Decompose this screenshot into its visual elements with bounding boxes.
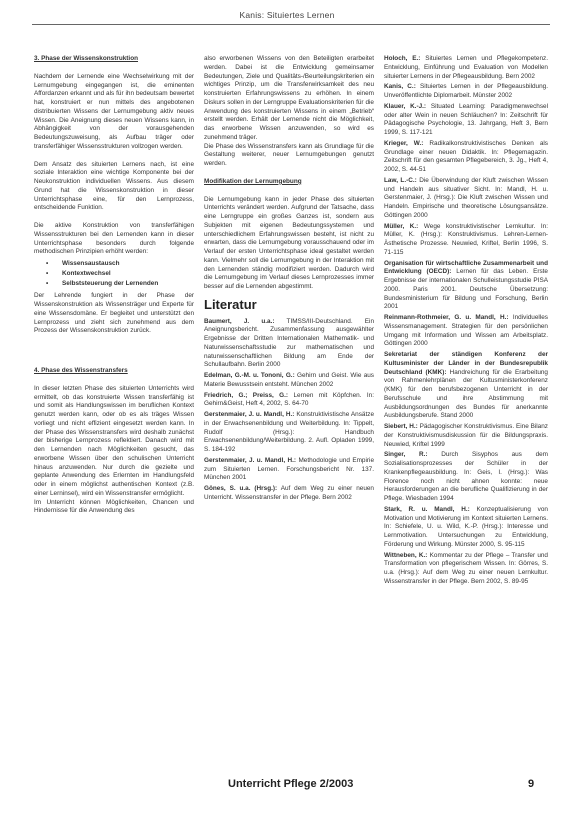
principles-list <box>34 260 194 288</box>
paragraph: Die Lernumgebung kann in jeder Phase des situierten Unterrichts verändert werden. Aufgrund der Tatsache, dass eine Lerngruppe ein großes Ganzes ist, sondern aus Subjekten mit eigenen Bedeutungssystemen und unterschiedlichem Erfahrungswissen besteht, ist nicht zu erwarten, dass die Lernumgebung vorausschauend oder im Verlauf der ersten Unterrichtsphase ideal gestaltet werden kann. Vielmehr soll die Lernumgebung in der Interaktion mit den Lernenden ständig modifiziert werden. Dadurch wird die Lernumgebung im Verlauf dieses Lernprozesses immer besser auf die Lernenden abgestimmt. <box>204 195 374 290</box>
paragraph: Die aktive Konstruktion von transferfähigen Wissensstrukturen bei den Lernenden kann in dieser Unterrichtsphase besonders durch folgende methodischen Prinzipien erhöht werden: <box>34 222 194 256</box>
list-item: • Selbststeuerung der Lernenden <box>34 280 194 289</box>
reference-entry: Gerstenmaier, J. u. Mandl, H.: Methodologie und Empirie zum Situierten Lernen. Forschungsbericht Nr. 137. München 2001 <box>204 456 375 482</box>
reference-entry: Wittneben, K.: Kommentar zu der Pflege – Transfer und Transformation von pflegerischem Wissen. In: Görres, S. u.a. (Hrsg.): Auf dem Weg zu einer neuen Lernkultur. Wissenstransfer in der Pflege. Bern 2002, S. 89-95 <box>384 551 548 585</box>
reference-entry: Reinmann-Rothmeier, G. u. Mandl, H.: Individuelles Wissensmanagement. Strategien für den persönlichen Umgang mit Information und Wissen am Arbeitsplatz. Göttingen 2000 <box>384 314 548 348</box>
reference-entry: Edelman, G.-M. u. Tononi, G.: Gehirn und Geist. Wie aus Materie Bewusstsein entsteht. München 2002 <box>204 372 374 388</box>
column-1 <box>34 55 194 525</box>
page-number: 9 <box>528 778 535 790</box>
reference-entry: Organisation für wirtschaftliche Zusammenarbeit und Entwicklung (OECD): Lernen für das Leben. Erste Ergebnisse der internationalen Schulleistungsstudie PISA 2000. Paris 2001. Deutsche Übersetzung: Bundesministerium für Bildung und Forschung, Berlin 2001 <box>384 259 548 311</box>
reference-entry: Müller, K.: Wege konstruktivistischer Lernkultur. In: Müller, K. (Hrsg.): Konstruktivismus. Lehren-Lernen-Ästhetische Prozesse. Neuwied, Kriftel, Berlin 1996, S. 71-115 <box>384 222 548 256</box>
reference-entry: Singer, R.: Durch Sisyphos aus dem Sozialisationsprozesses der Schüler in der Krankenpflegeausbildung. In: Geis, I. (Hrsg.): Was Florence noch nicht ahnen konnte: neue Herausforderungen an die berufliche Qualifizierung in der Pflege. Wiesbaden 1994 <box>384 451 548 502</box>
paragraph: Der Lehrende fungiert in der Phase der Wissenskonstruktion als Wissensträger und Experte für eine Wissensdomäne. Er begleitet und unterstützt den Lernprozess und zieht sich zunehmend aus dem Prozess der Wissenskonstruktion zurück. <box>34 292 194 335</box>
paragraph: Nachdem der Lernende eine Wechselwirkung mit der Lernumgebung eingegangen ist, die eminenten Affordanzen erkannt und als für ihn bedeutsam bewertet hat, konstruiert er nun mittels des angebotenen distribuierten Wissens der Lernumgebung aktiv neues Wissen. Die Aneignung dieses neuen Wissens kann, in Abhängigkeit von der vorausgehenden Bedeutungszuweisung, als Aufbau träger oder transferfähiger Wissensstrukturen vollzogen werden. <box>34 72 194 150</box>
reference-entry: Krieger, W.: Radikalkonstruktivistisches Denken als Grundlage einer neuen Didaktik. In: Pflegemagazin. Zeitschrift für den gesamten Pflegebereich, 3. Jg., Heft 4, 2002, S. 44-51 <box>384 139 548 173</box>
list-item: • Wissensaustausch <box>34 260 194 269</box>
section-4-heading: 4. Phase des Wissenstransfers <box>34 367 128 374</box>
column-3 <box>384 55 548 589</box>
header-rule <box>32 24 550 25</box>
paragraph: Im Unterricht können Möglichkeiten, Chancen und Hindernisse für die Anwendung des <box>34 498 194 515</box>
reference-entry: Law, L.-C.: Die Überwindung der Kluft zwischen Wissen und Handeln aus situativer Sicht. In: Mandl, H. u. Gerstenmaier, J. (Hrsg.): Die Kluft zwischen Wissen und Handeln. Empirische und theoretische Lösungsansätze. Göttingen 2000 <box>384 176 548 219</box>
reference-entry: Siebert, H.: Pädagogischer Konstruktivismus. Eine Bilanz der Konstruktivismusdiskussion für die Bildungspraxis. Neuwied, Kriftel 1999 <box>384 423 548 448</box>
paragraph: also erworbenen Wissens von den Beteiligten erarbeitet werden. Dabei ist die Entwicklung gemeinsamer Bedeutungen, Ziele und Qualitäts-/Beurteilungskriterien ein wichtiges Prinzip, um die Transferwirksamkeit des neu konstruierten Erfahrungswissens zu erhöhen. In einem Diskurs sollen in der Lerngruppe Evaluationskriterien für die Anwendung des konstruierten Wissens in einem „Betrieb“ erstellt werden. Erhält der Lernende nicht die Möglichkeit, das erworbene Wissen anzuwenden, so wird es zunehmend träger. <box>204 55 374 141</box>
reference-entry: Gerstenmaier, J. u. Mandl, H.: Konstruktivistische Ansätze in der Erwachsenenbildung und Weiterbildung. In: Tippelt, Rudolf (Hrsg.): Handbuch Erwachsenenbildung/Weiterbildung. 2. Aufl. Opladen 1999, S. 184-192 <box>204 411 374 453</box>
journal-footer: Unterricht Pflege 2/2003 <box>228 778 354 790</box>
reference-entry: Stark, R. u. Mandl, H.: Konzeptualisierung von Motivation und Motivierung im Kontext situierten Lernens. In: Schiefele, U. u. Wild, K.-P. (Hrsg.): Interesse und Lernmotivation. Untersuchungen zu Entwicklung, Förderung und Wirkung. Münster 2000, S. 95-115 <box>384 505 548 548</box>
paragraph: Dem Ansatz des situierten Lernens nach, ist eine soziale Interaktion eine wichtige Komponente bei der Neukonstruktion individuellen Wissens. Aus diesem Grund hat die Wissenskonstruktion in dieser Unterrichtsphase eine, für den Lernprozess, entscheidende Funktion. <box>34 160 194 212</box>
literature-heading: Literatur <box>204 296 257 312</box>
reference-entry: Baumert, J. u.a.: TIMSS/III-Deutschland. Ein Aneignungsbericht. Zusammenfassung ausgewählter Ergebnisse der Dritten Internationalen Mathematik- und Naturwissenschaftsstudie zur mathematischen und naturwissenschaftlichen Bildung am Ende der Schullaufbahn. Berlin 2000 <box>204 317 375 369</box>
paragraph: In dieser letzten Phase des situierten Unterrichts wird ermittelt, ob das konstruierte Wissen transferfähig ist und somit als Handlungswissen im beruflichen Kontext genutzt werden kann, oder ob es als träges Wissen vorliegt und nicht effizient eingesetzt werden kann. In der Phase des Wissenstransfers wird deshalb zunächst der bisherige Lernprozess reflektiert. Danach wird mit den Lernenden nach Möglichkeiten gesucht, das erworbene Wissen über den schulischen Unterricht hinaus anzuwenden. Nur durch die gezielte und geplante Anwendung des Erlernten im Handlungsfeld oder in einem möglichst authentischen Kontext (z.B. einer Lerninsel), wird ein Wissenstransfer ermöglicht. <box>34 384 194 497</box>
list-item: • Kontextwechsel <box>34 270 194 279</box>
reference-entry: Sekretariat der ständigen Konferenz der Kultusminister der Länder in der Bundesrepublik Deutschland (KMK): Handreichung für die Erarbeitung von Rahmenlehrplänen der Kultusministerkonferenz (KMK) für den berufsbezogenen Unterricht in der Berufsschule und ihre Abstimmung mit Ausbildungsordnungen des Bundes für anerkannte Ausbildungsberufe. Stand 2000 <box>384 351 548 420</box>
reference-entry: Friedrich, G.; Preiss, G.: Lernen mit Köpfchen. In: Gehirn&Geist, Heft 4, 2002, S. 64-70 <box>204 391 374 408</box>
paragraph: Die Phase des Wissenstransfers kann als Grundlage für die Gestaltung weiterer, neuer Lernumgebungen genutzt werden. <box>204 142 374 167</box>
reference-entry: Kanis, C.: Situiertes Lernen in der Pflegeausbildung. Unveröffentlichte Diplomarbeit. Münster 2002 <box>384 83 548 99</box>
modification-heading: Modifikation der Lernumgebung <box>204 177 302 185</box>
reference-entry: Gönes, S. u.a. (Hrsg.): Auf dem Weg zu einer neuen Unterricht. Wissenstransfer in der Pflege. Bern 2002 <box>204 485 374 501</box>
reference-entry: Holoch, E.: Situiertes Lernen und Pflegekompetenz. Entwicklung, Einführung und Evaluation von Modellen situierter Lernens in der Pflegeausbildung. Bern 2002 <box>384 55 548 80</box>
running-header: Kanis: Situiertes Lernen <box>239 10 335 20</box>
column-2 <box>204 55 374 505</box>
reference-entry: Klauer, K.-J.: Situated Learning: Paradigmenwechsel oder alter Wein in neuen Schläuchen? In: Zeitschrift für Pädagogische Psychologie, 13. Jahrgang, Heft 3, Bern 1999, S. 117-121 <box>384 102 548 136</box>
section-3-heading: 3. Phase der Wissenskonstruktion <box>34 55 139 62</box>
